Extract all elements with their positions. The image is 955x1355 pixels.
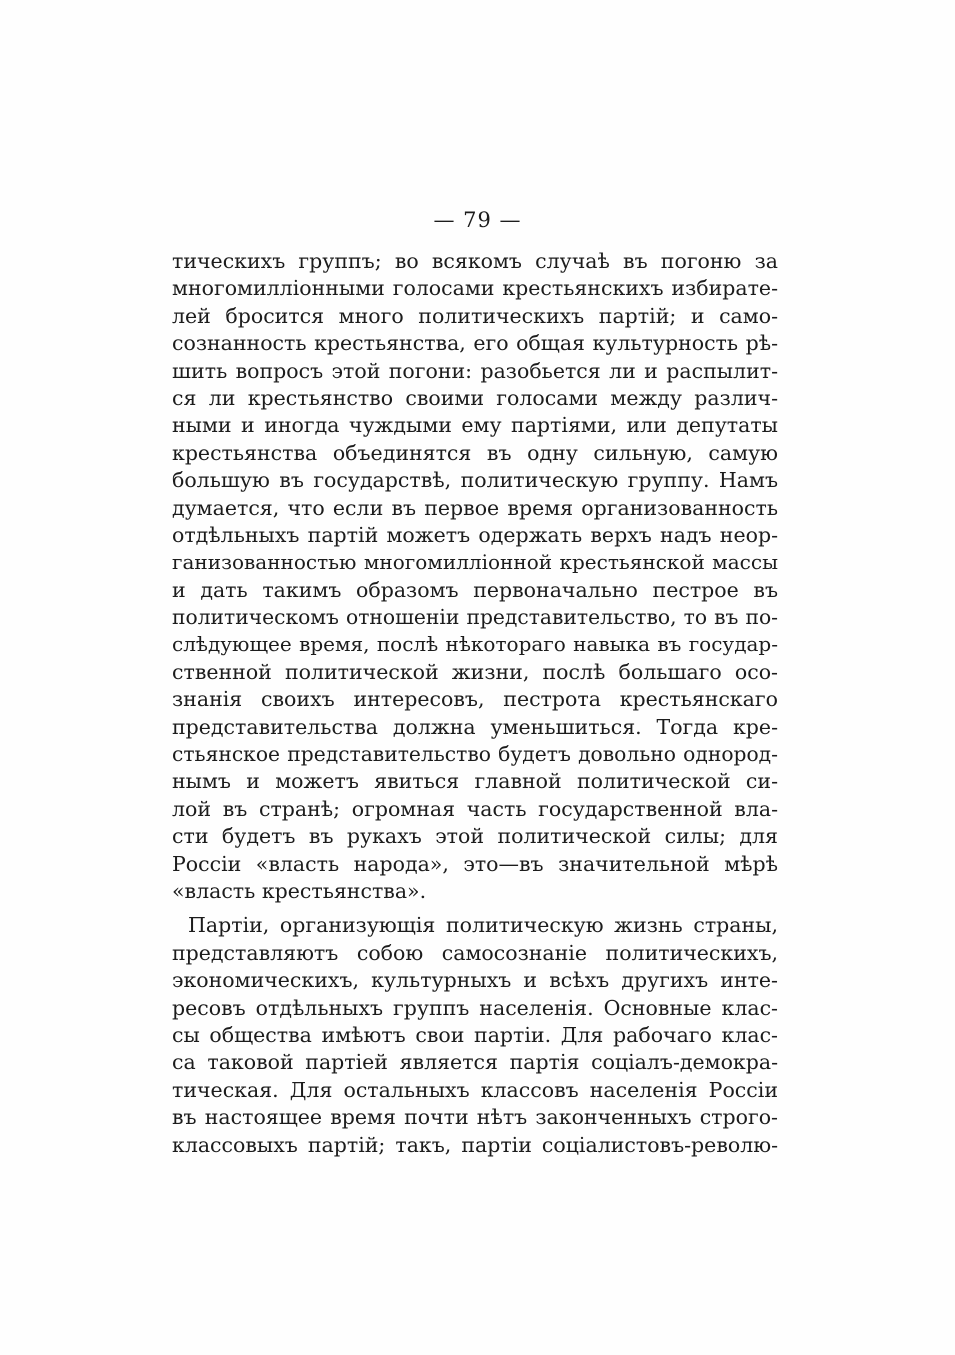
text-line: ганизованностью многомилліонной крестьянской массы (172, 550, 778, 575)
text-line: ственной политической жизни, послѣ большаго осо- (172, 659, 778, 684)
text-line: представительства должна уменьшиться. Тогда кре- (172, 714, 778, 739)
text-line: лой въ странѣ; огромная часть государственной вла- (172, 796, 778, 821)
text-line: тическихъ группъ; во всякомъ случаѣ въ погоню за (172, 249, 778, 273)
text-line: шить вопросъ этой погони: разобьется ли и распылит- (172, 358, 778, 383)
text-line: са таковой партіей является партія соціалъ-демокра- (172, 1050, 778, 1075)
text-line: слѣдующее время, послѣ нѣкотораго навыка въ государ- (172, 632, 778, 657)
paragraph (172, 248, 778, 905)
text-line: крестьянства объединятся въ одну сильную, самую (172, 440, 778, 465)
text-line: знанія своихъ интересовъ, пестрота крестьянскаго (172, 687, 778, 712)
text-line: сы общества имѣютъ свои партіи. Для рабочаго клас- (172, 1022, 778, 1047)
paragraph (172, 912, 778, 1159)
text-line: политическомъ отношеніи представительство, то въ по- (172, 605, 778, 630)
text-line: «власть крестьянства». (172, 878, 427, 903)
text-line: классовыхъ партій; такъ, партіи соціалистовъ-револю- (172, 1132, 778, 1157)
text-line: отдѣльныхъ партій можетъ одержать верхъ надъ неор- (172, 522, 778, 547)
text-line: стьянское представительство будетъ довольно однород- (172, 742, 778, 767)
text-line: ресовъ отдѣльныхъ группъ населенія. Основные клас- (172, 995, 778, 1020)
body-text (172, 248, 778, 1159)
text-line: и дать такимъ образомъ первоначально пестрое въ (172, 577, 778, 602)
text-line: думается, что если въ первое время организованность (172, 495, 778, 520)
text-line: Россіи «власть народа», это—въ значительной мѣрѣ (172, 851, 778, 876)
text-line: представляютъ собою самосознаніе политическихъ, (172, 940, 778, 965)
page-number: — 79 — (433, 208, 522, 232)
text-line: большую въ государствѣ, политическую группу. Намъ (172, 468, 778, 493)
text-line (172, 912, 778, 939)
text-line-content: Партіи, организующія политическую жизнь страны, (188, 913, 778, 938)
text-line: ными и иногда чуждыми ему партіями, или депутаты (172, 413, 778, 438)
text-line: экономическихъ, культурныхъ и всѣхъ другихъ инте- (172, 968, 778, 993)
text-line: нымъ и можетъ явиться главной политической си- (172, 769, 778, 794)
text-line: ся ли крестьянство своими голосами между различ- (172, 385, 778, 410)
text-line: въ настоящее время почти нѣтъ законченныхъ строго- (172, 1105, 778, 1130)
text-line: сти будетъ въ рукахъ этой политической силы; для (172, 824, 778, 849)
text-line: многомилліонными голосами крестьянскихъ избирате- (172, 276, 778, 301)
text-line: лей бросится много политическихъ партій; и само- (172, 303, 778, 328)
text-line: сознанность крестьянства, его общая культурность рѣ- (172, 331, 778, 356)
text-line: тическая. Для остальныхъ классовъ населенія Россіи (172, 1077, 778, 1102)
